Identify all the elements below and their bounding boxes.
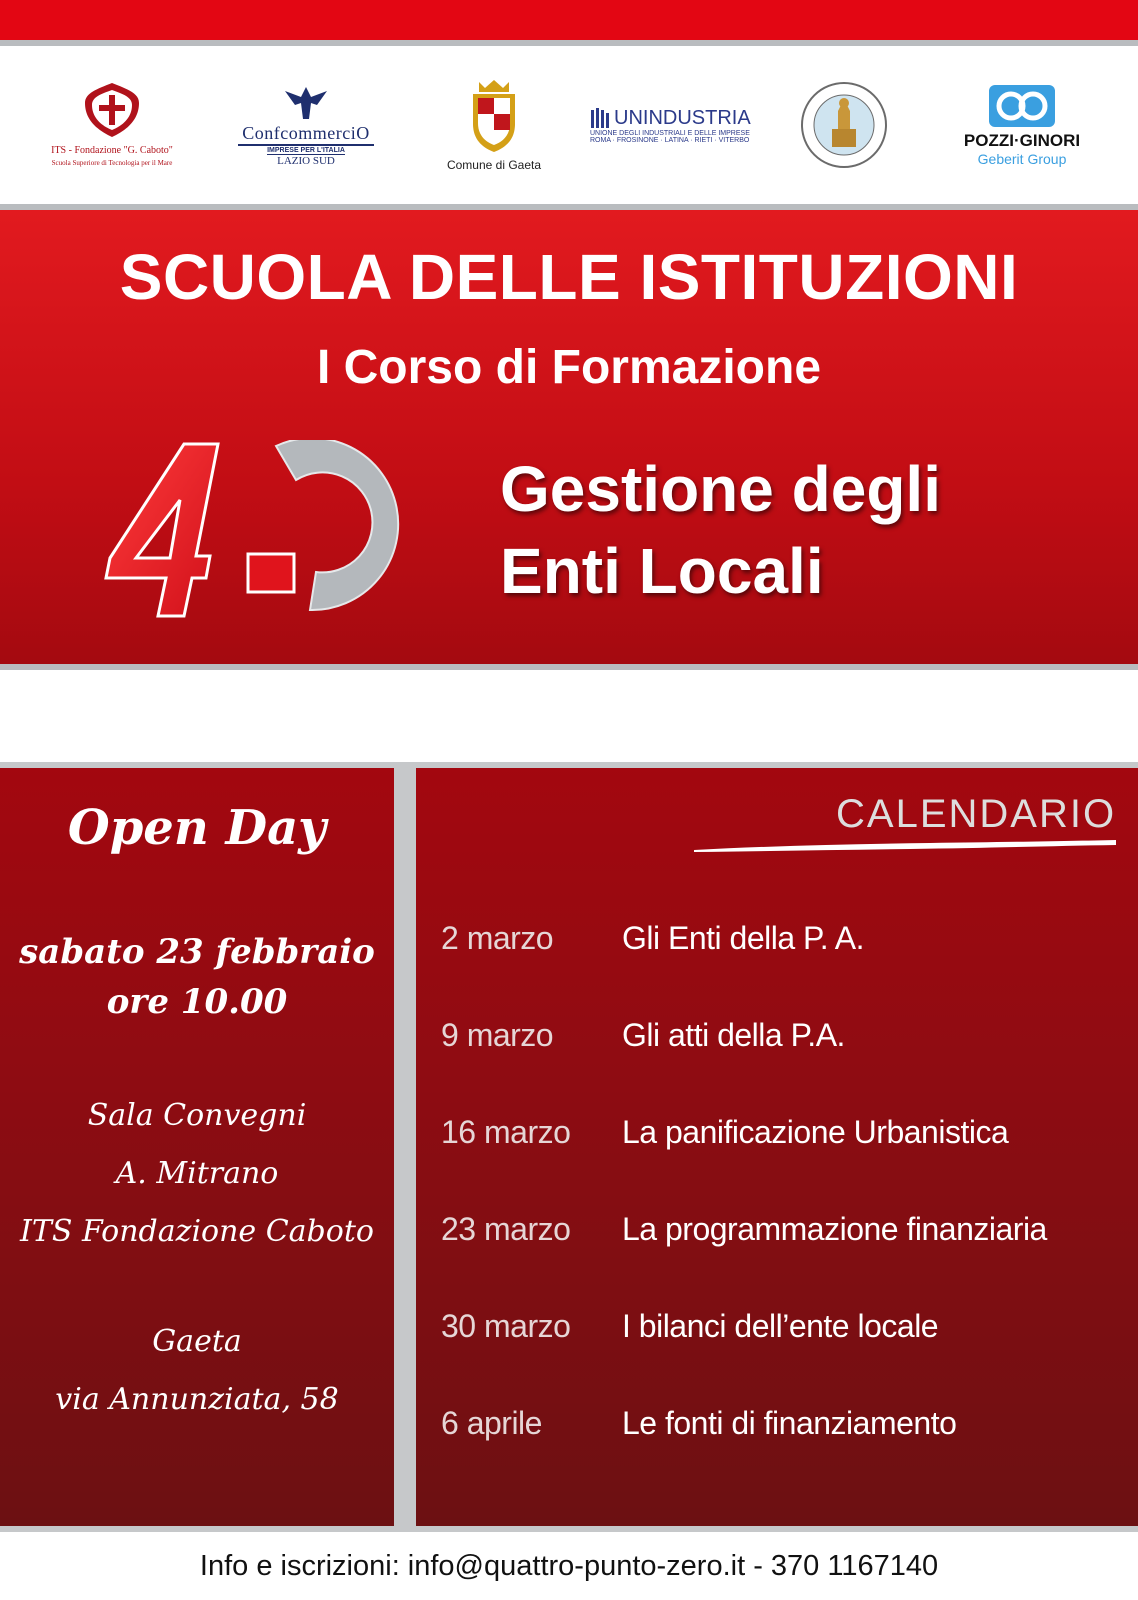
confcommercio-logo [222,46,390,204]
pozzi-ginori-sub: Geberit Group [977,151,1067,167]
archdiocese-logo [798,46,890,204]
venue-line-2: A. Mitrano [115,1156,279,1191]
pozzi-ginori-logo [932,46,1112,204]
pozzi-ginori-name: POZZI·GINORI [963,131,1081,150]
footer-contact [0,1532,1138,1600]
eagle-icon [281,83,331,123]
unindustria-logo [590,46,768,204]
course-subtitle: I Corso di Formazione [316,341,822,394]
archdiocese-seal-icon [800,81,888,169]
brush-underline-icon [690,838,1120,854]
course-name-line2: Enti Locali [500,535,824,607]
course-name-line1: Gestione degli [500,453,941,525]
unindustria-mark-icon [590,107,612,129]
unindustria-name: UNINDUSTRIA [614,106,751,129]
caboto-crest-icon [77,81,147,139]
calendar-date: 9 marzo [441,1017,554,1053]
school-title: SCUOLA DELLE ISTITUZIONI [119,241,1019,313]
calendar-topic: La panificazione Urbanistica [622,1114,1009,1150]
unindustria-sub: UNIONE DEGLI INDUSTRIALI E DELLE IMPRESE [590,129,750,137]
caboto-tagline: Scuola Superiore di Tecnologia per il Mare [51,159,173,167]
calendar-topic: Le fonti di finanziamento [622,1405,957,1441]
calendar-date: 2 marzo [441,920,554,956]
confcommercio-region: LAZIO SUD [267,154,345,167]
confcommercio-name: ConfcommerciO [238,123,373,146]
venue-city: Gaeta [152,1324,242,1359]
gaeta-caption: Comune di Gaeta [446,158,542,172]
venue-address: via Annunziata, 58 [55,1382,339,1417]
open-day-panel [0,768,394,1526]
unindustria-cities: ROMA · FROSINONE · LATINA · RIETI · VITERBO [590,136,750,144]
calendar-title: CALENDARIO [836,792,1117,836]
its-caboto-logo [22,46,202,204]
gaeta-coat-of-arms-icon [467,78,521,154]
venue-line-1: Sala Convegni [87,1098,307,1133]
caboto-name: ITS - Fondazione "G. Caboto" [51,145,173,156]
contact-text: Info e iscrizioni: info@quattro-punto-zero.it - 370 1167140 [199,1549,939,1582]
confcommercio-sub: IMPRESE PER L'ITALIA [267,147,345,154]
open-day-heading: Open Day [67,800,327,856]
calendar-topic: Gli atti della P.A. [622,1017,845,1053]
calendar-date: 30 marzo [441,1308,571,1344]
calendar-date: 6 aprile [441,1405,542,1441]
calendar-date: 16 marzo [441,1114,571,1150]
course-name [500,448,941,612]
partner-logos-strip [0,46,1138,204]
open-day-time: ore 10.00 [106,982,288,1022]
open-day-date: sabato 23 febbraio [19,932,375,972]
white-band [0,670,1138,762]
four-point-zero-logo-icon [100,440,420,620]
calendar-topic: Gli Enti della P. A. [622,920,864,956]
calendar-date: 23 marzo [441,1211,571,1247]
comune-gaeta-logo [424,46,564,204]
pozzi-ginori-mark-icon [987,83,1057,129]
venue-line-3: ITS Fondazione Caboto [20,1214,374,1249]
calendar-topic: La programmazione finanziaria [622,1211,1047,1247]
calendar-topic: I bilanci dell’ente locale [622,1308,939,1344]
top-red-stripe [0,0,1138,40]
